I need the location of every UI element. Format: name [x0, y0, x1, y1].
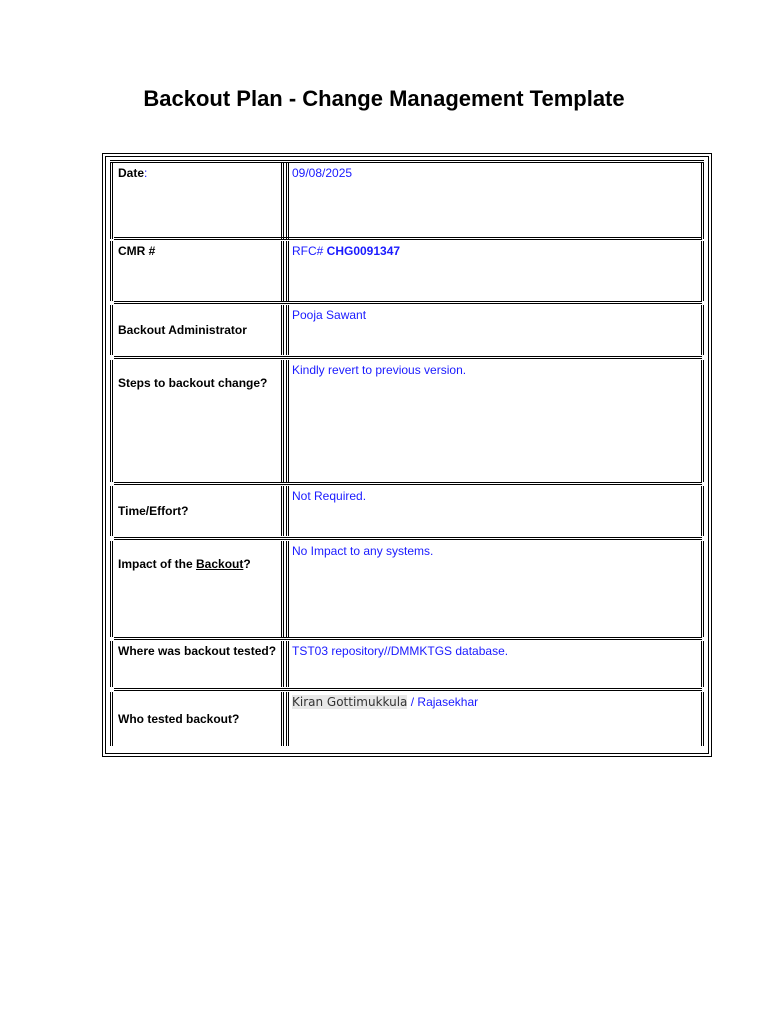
who-tested-name: Kiran Gottimukkula [292, 695, 408, 709]
steps-value-cell[interactable] [286, 360, 704, 482]
backout-form-table [102, 153, 712, 757]
time-effort-value-cell[interactable] [286, 486, 704, 536]
backout-form-inner [105, 156, 709, 754]
page-title-text: Backout Plan - Change Management Template [143, 86, 625, 111]
where-tested-label-cell [110, 641, 284, 687]
impact-label-prefix: Impact of the [118, 557, 197, 571]
row-divider [114, 688, 702, 691]
who-tested-label-cell [110, 692, 284, 746]
row-divider [114, 537, 702, 540]
who-tested-label: Who tested backout? [118, 712, 240, 726]
row-date [106, 163, 708, 239]
steps-label: Steps to backout change? [118, 376, 268, 390]
time-effort-label: Time/Effort? [118, 504, 189, 518]
steps-label-cell [110, 360, 284, 482]
date-value: 09/08/2025 [292, 166, 353, 180]
row-divider [114, 482, 702, 485]
row-who-tested [106, 692, 708, 746]
who-tested-rest: / Rajasekhar [407, 695, 479, 709]
impact-value-cell[interactable] [286, 541, 704, 637]
impact-label-suffix: ? [243, 557, 251, 571]
row-divider [114, 301, 702, 304]
cmr-change-number: CHG0091347 [326, 244, 401, 258]
row-steps [106, 360, 708, 482]
cmr-label-cell [110, 241, 284, 301]
date-colon: : [144, 166, 148, 180]
impact-value: No Impact to any systems. [292, 544, 434, 558]
row-where-tested [106, 641, 708, 687]
row-administrator [106, 305, 708, 355]
administrator-label: Backout Administrator [118, 323, 247, 337]
impact-label-cell [110, 541, 284, 637]
impact-label-underlined: Backout [196, 557, 244, 571]
page-title [0, 86, 768, 112]
cmr-value-prefix: RFC# [292, 244, 327, 258]
row-time-effort [106, 486, 708, 536]
row-cmr [106, 241, 708, 301]
steps-value: Kindly revert to previous version. [292, 363, 467, 377]
date-value-cell[interactable] [286, 163, 704, 239]
cmr-label: CMR # [118, 244, 156, 258]
administrator-value-cell[interactable] [286, 305, 704, 355]
where-tested-value: TST03 repository//DMMKTGS database. [292, 644, 509, 658]
row-impact [106, 541, 708, 637]
date-label-cell [110, 163, 284, 239]
where-tested-value-cell[interactable] [286, 641, 704, 687]
administrator-label-cell [110, 305, 284, 355]
where-tested-label: Where was backout tested? [118, 644, 277, 658]
row-divider [114, 637, 702, 640]
row-divider [114, 356, 702, 359]
row-divider [114, 237, 702, 240]
date-label: Date [118, 166, 145, 180]
time-effort-value: Not Required. [292, 489, 367, 503]
cmr-value-cell[interactable] [286, 241, 704, 301]
who-tested-value-cell[interactable] [286, 692, 704, 746]
time-effort-label-cell [110, 486, 284, 536]
administrator-value: Pooja Sawant [292, 308, 367, 322]
